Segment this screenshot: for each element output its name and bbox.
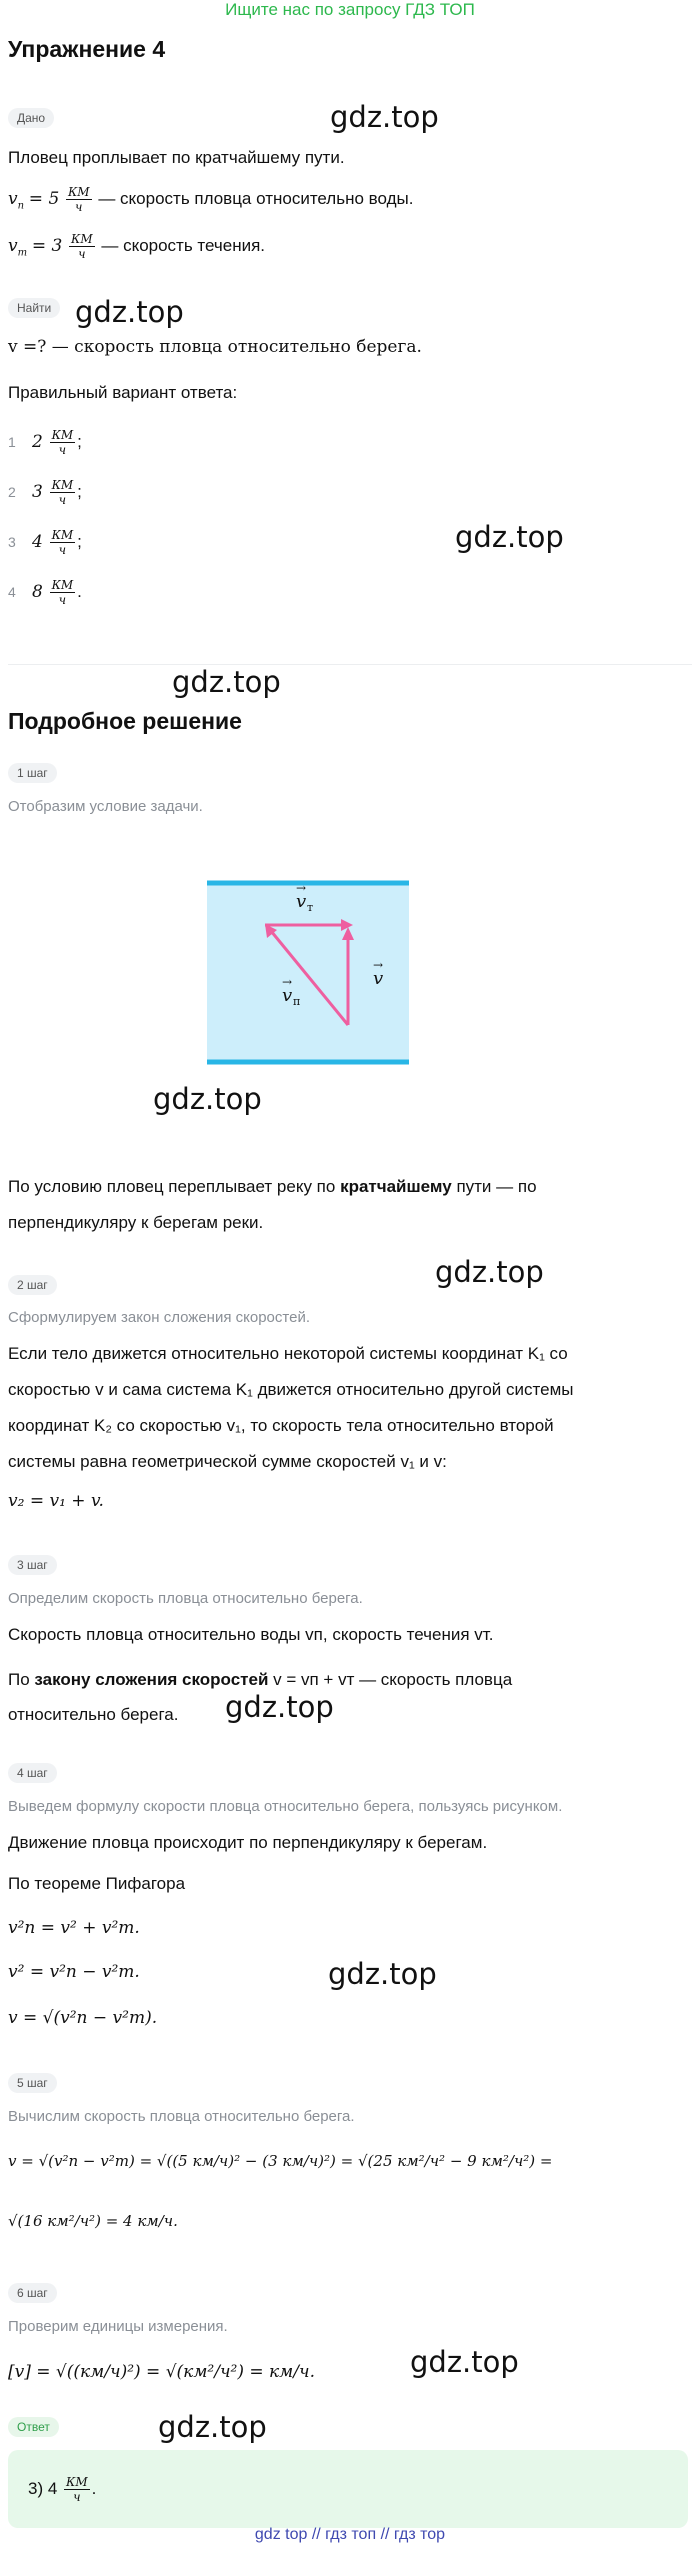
watermark: gdz.top	[455, 520, 564, 554]
step-4-line-2: По теореме Пифагора	[8, 1874, 186, 1893]
step-2-line-2: скоростью v и сама система K₁ движется относительно другой системы	[8, 1380, 574, 1399]
given-text: Пловец проплывает по кратчайшему пути.	[8, 148, 345, 167]
watermark: gdz.top	[328, 1957, 437, 1991]
step-4-formula-1: v²п = v² + v²т.	[8, 1918, 140, 1938]
answer-box	[8, 2450, 688, 2528]
options-title: Правильный вариант ответа:	[8, 383, 238, 402]
page-title: Упражнение 4	[8, 36, 166, 62]
given-vn: $v_п = 5$ $\frac{КМ}{ч}$ — скорость пловца относительно воды.	[8, 185, 414, 214]
svg-text:v: v	[296, 891, 307, 912]
step-1-text-2: перпендикуляру к берегам реки.	[8, 1213, 264, 1232]
watermark: gdz.top	[153, 1082, 262, 1116]
step-3-line-2: По закону сложения скоростей v = vп + vт — скорость пловца	[8, 1670, 513, 1689]
answer-tag: Ответ	[8, 2417, 59, 2437]
step-2-formula: v₂ = v₁ + v.	[8, 1491, 104, 1511]
svg-text:v: v	[373, 968, 384, 989]
step-1-hint: Отобразим условие задачи.	[8, 798, 203, 815]
find-text: v =? — скорость пловца относительно берега.	[8, 337, 422, 357]
watermark: gdz.top	[172, 665, 281, 699]
option-4[interactable]: 4 8 $\frac{КМ}{ч}$ .	[8, 578, 82, 607]
step-4-formula-2: v² = v²п − v²т.	[8, 1962, 140, 1982]
svg-text:→: →	[282, 975, 293, 989]
watermark: gdz.top	[330, 100, 439, 134]
svg-text:→: →	[296, 881, 307, 895]
step-2-line-3: координат K₂ со скоростью v₁, то скорость тела относительно второй	[8, 1416, 554, 1435]
step-5-formula-2: √(16 км²/ч²) = 4 км/ч.	[8, 2212, 178, 2230]
step-4-formula-3: v = √(v²п − v²т).	[8, 2008, 158, 2028]
step-5-hint: Вычислим скорость пловца относительно берега.	[8, 2108, 355, 2125]
step-3-line-3: относительно берега.	[8, 1705, 179, 1724]
given-tag: Дано	[8, 108, 54, 128]
watermark: gdz.top	[75, 295, 184, 329]
step-6-hint: Проверим единицы измерения.	[8, 2318, 228, 2335]
given-vm: $v_т = 3$ $\frac{КМ}{ч}$ — скорость течения.	[8, 232, 266, 261]
option-3[interactable]: 3 4 $\frac{КМ}{ч}$ ;	[8, 528, 82, 557]
top-search-link[interactable]: Ищите нас по запросу ГДЗ ТОП	[225, 0, 475, 19]
step-3-line-1: Скорость пловца относительно воды vп, скорость течения vт.	[8, 1625, 494, 1644]
step-4-hint: Выведем формулу скорости пловца относительно берега, пользуясь рисунком.	[8, 1798, 563, 1815]
step-2-hint: Сформулируем закон сложения скоростей.	[8, 1309, 310, 1326]
step-3-hint: Определим скорость пловца относительно берега.	[8, 1590, 363, 1607]
step-5-tag: 5 шаг	[8, 2073, 57, 2093]
step-6-tag: 6 шаг	[8, 2283, 57, 2303]
solution-title: Подробное решение	[8, 708, 242, 734]
svg-text:п: п	[293, 995, 301, 1008]
river-diagram	[205, 880, 411, 1065]
find-tag: Найти	[8, 298, 60, 318]
step-1-text: По условию пловец переплывает реку по кратчайшему пути — по	[8, 1177, 537, 1196]
step-2-line-1: Если тело движется относительно некоторой системы координат K₁ со	[8, 1344, 568, 1363]
option-1[interactable]: 1 2 $\frac{КМ}{ч}$ ;	[8, 428, 82, 457]
step-4-line-1: Движение пловца происходит по перпендикуляру к берегам.	[8, 1833, 488, 1852]
step-1-tag: 1 шаг	[8, 763, 57, 783]
step-3-tag: 3 шаг	[8, 1555, 57, 1575]
option-2[interactable]: 2 3 $\frac{КМ}{ч}$ ;	[8, 478, 82, 507]
step-4-tag: 4 шаг	[8, 1763, 57, 1783]
answer-text: 3) 4 $\frac{КМ}{ч}$ .	[28, 2475, 97, 2504]
svg-text:v: v	[282, 985, 293, 1006]
watermark: gdz.top	[225, 1690, 334, 1724]
watermark: gdz.top	[435, 1255, 544, 1289]
watermark: gdz.top	[158, 2410, 267, 2444]
watermark: gdz.top	[410, 2345, 519, 2379]
section-divider	[8, 664, 692, 665]
step-5-formula-1: v = √(v²п − v²т) = √((5 км/ч)² − (3 км/ч)²) = √(25 км²/ч² − 9 км²/ч²) =	[8, 2152, 553, 2170]
label-v	[373, 958, 383, 989]
step-2-tag: 2 шаг	[8, 1275, 57, 1295]
step-2-line-4: системы равна геометрической сумме скоростей v₁ и v:	[8, 1452, 447, 1471]
svg-text:→: →	[373, 958, 384, 972]
step-6-formula: [v] = √((км/ч)²) = √(км²/ч²) = км/ч.	[8, 2362, 315, 2382]
svg-text:т: т	[307, 901, 314, 914]
footer-links[interactable]: gdz top // гдз топ // гдз тор	[254, 2526, 446, 2543]
